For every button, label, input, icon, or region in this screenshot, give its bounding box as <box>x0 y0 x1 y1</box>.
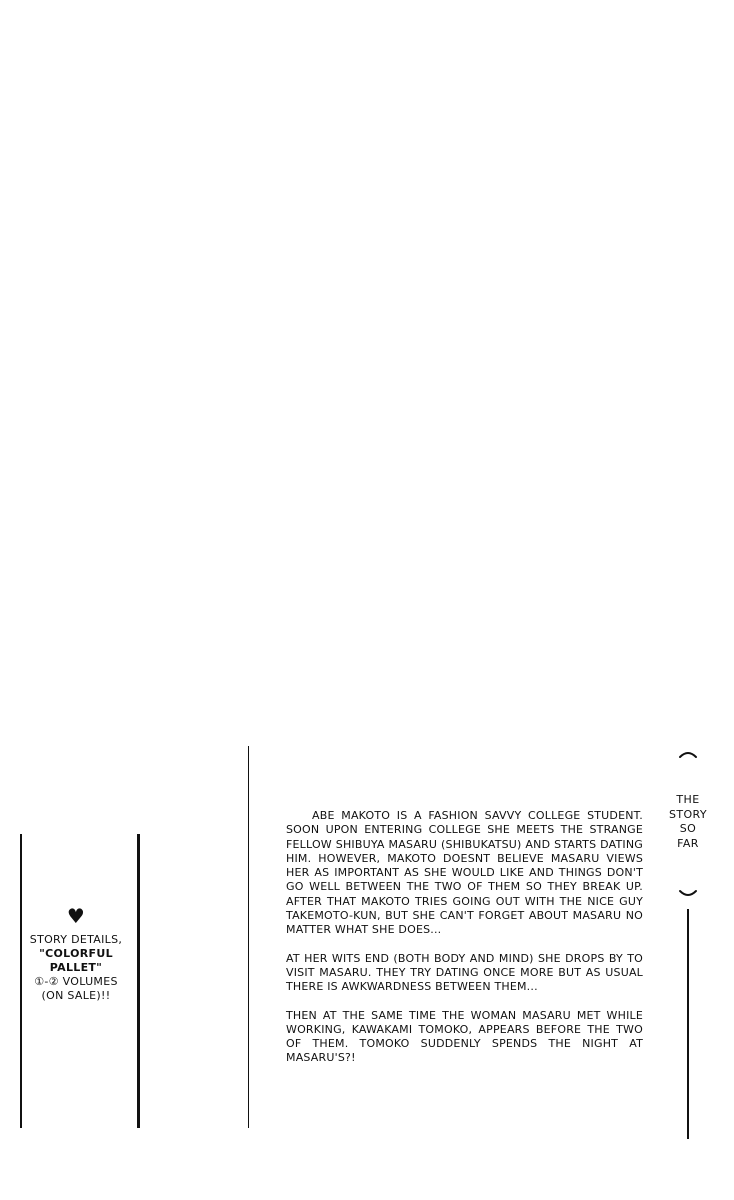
story-so-far-label <box>662 793 714 851</box>
chevron-up-icon <box>677 747 699 761</box>
story-divider-rule <box>248 746 249 1128</box>
story-label-line-1: THE <box>676 793 700 806</box>
story-paragraph-3: THEN AT THE SAME TIME THE WOMAN MASARU MET WHILE WORKING, KAWAKAMI TOMOKO, APPEARS BEFORE THE TWO OF THEM. TOMOKO SUDDENLY SPENDS THE NIGHT AT MASARU'S?! <box>286 1008 643 1065</box>
side-box-line-5: (ON SALE)!! <box>41 989 111 1002</box>
side-box-right-rule <box>137 834 140 1128</box>
story-paragraph-1: ABE MAKOTO IS A FASHION SAVVY COLLEGE STUDENT. SOON UPON ENTERING COLLEGE SHE MEETS THE STRANGE FELLOW SHIBUYA MASARU (SHIBUKATSU) AND STARTS DATING HIM. HOWEVER, MAKOTO DOESNT BELIEVE MASARU VIEWS HER AS IMPORTANT AS SHE WOULD LIKE AND THINGS DON'T GO WELL BETWEEN THE TWO OF THEM SO THEY BREAK UP. AFTER THAT MAKOTO TRIES GOING OUT WITH THE NICE GUY TAKEMOTO-KUN, BUT SHE CAN'T FORGET ABOUT MASARU NO MATTER WHAT SHE DOES... <box>286 809 643 937</box>
side-box-line-2: "COLORFUL <box>39 947 113 960</box>
side-box-line-1: STORY DETAILS, <box>29 933 123 946</box>
story-text <box>286 809 643 1080</box>
story-label-rule <box>687 909 689 1139</box>
chevron-down-icon <box>677 887 699 901</box>
side-box-line-3: PALLET" <box>49 961 103 974</box>
side-box-line-4: ①-② VOLUMES <box>34 975 118 988</box>
heart-icon: ♥ <box>66 904 86 928</box>
story-label-line-3: SO <box>679 822 697 835</box>
story-label-line-4: FAR <box>677 836 699 850</box>
side-box-caption <box>24 905 128 1003</box>
side-box-left-rule <box>20 834 22 1128</box>
story-label-line-2: STORY <box>668 807 708 821</box>
story-paragraph-2: AT HER WITS END (BOTH BODY AND MIND) SHE DROPS BY TO VISIT MASARU. THEY TRY DATING ONCE MORE BUT AS USUAL THERE IS AWKWARDNESS BETWEEN THEM... <box>286 951 643 994</box>
